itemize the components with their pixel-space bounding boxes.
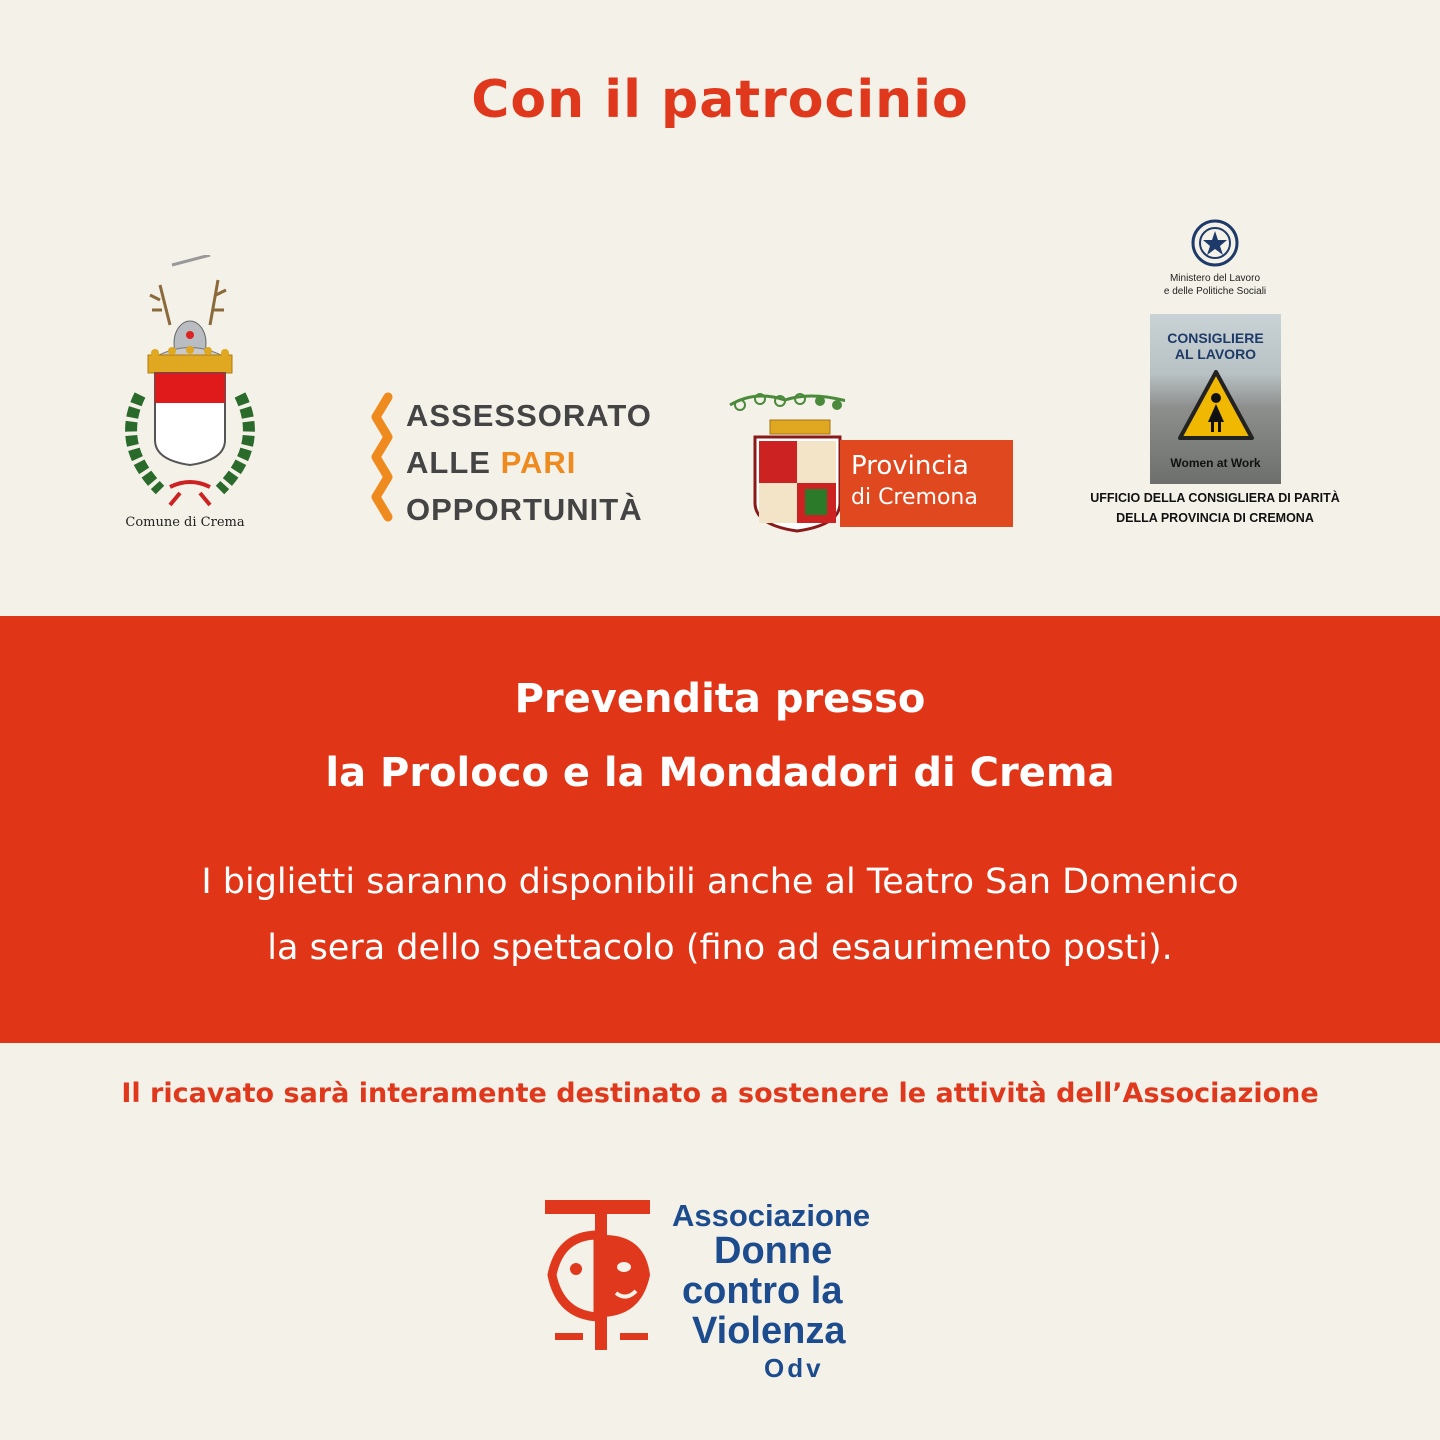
proceeds-note: Il ricavato sarà interamente destinato a sostenere le attività dell’Associazione xyxy=(121,1078,1319,1109)
assoc-line-3: contro la xyxy=(682,1270,843,1312)
ufficio-line-2: DELLA PROVINCIA DI CREMONA xyxy=(1116,511,1314,525)
consigliere-title-line-2: AL LAVORO xyxy=(1174,346,1257,362)
theatre-mask-icon xyxy=(540,1195,665,1355)
italian-republic-emblem-icon xyxy=(1190,218,1240,268)
ministero-line-2: e delle Politiche Sociali xyxy=(1163,286,1267,297)
info-band xyxy=(0,616,1440,1043)
assessorato-line-1: ASSESSORATO xyxy=(406,398,652,433)
band-body-line-2: la sera dello spettacolo (fino ad esaurimento posti). xyxy=(267,928,1173,968)
provincia-line-1: Provincia xyxy=(851,451,969,481)
assessorato-line-2a: ALLE xyxy=(406,445,501,480)
assoc-line-1: Associazione xyxy=(672,1198,871,1233)
women-at-work-label: Women at Work xyxy=(1170,456,1261,470)
assessorato-line-3: OPPORTUNITÀ xyxy=(406,492,643,527)
assessorato-pari-opportunita-logo xyxy=(368,392,652,532)
comune-di-crema-logo xyxy=(100,255,280,535)
assessorato-line-2b: PARI xyxy=(500,445,577,480)
associazione-logo-mark xyxy=(540,1195,665,1355)
ufficio-line-1: UFFICIO DELLA CONSIGLIERA DI PARITÀ xyxy=(1090,491,1340,505)
page-title: Con il patrocinio xyxy=(471,70,969,130)
consigliere-title-line-1: CONSIGLIERE xyxy=(1167,330,1264,346)
provincia-line-2: di Cremona xyxy=(851,485,978,510)
ministero-lavoro-logo xyxy=(1080,218,1350,538)
band-heading-line-1: Prevendita presso xyxy=(514,676,926,722)
assoc-line-2: Donne xyxy=(714,1230,833,1272)
band-body-line-1: I biglietti saranno disponibili anche al Teatro San Domenico xyxy=(201,862,1239,902)
assessorato-line-2 xyxy=(406,445,576,481)
ministero-line-1: Ministero del Lavoro xyxy=(1169,273,1261,284)
crema-coat-of-arms-icon xyxy=(100,255,280,525)
orange-zigzag-icon xyxy=(368,392,408,532)
band-heading-line-2: la Proloco e la Mondadori di Crema xyxy=(325,750,1115,796)
assoc-line-4: Violenza xyxy=(692,1310,846,1352)
provincia-coat-of-arms-icon xyxy=(725,385,845,535)
assoc-line-5: Odv xyxy=(764,1353,824,1383)
warning-sign-woman-icon xyxy=(1176,368,1256,444)
crema-caption: Comune di Crema xyxy=(125,515,245,530)
consigliere-title xyxy=(1150,330,1281,362)
provincia-di-cremona-logo xyxy=(725,385,1020,535)
